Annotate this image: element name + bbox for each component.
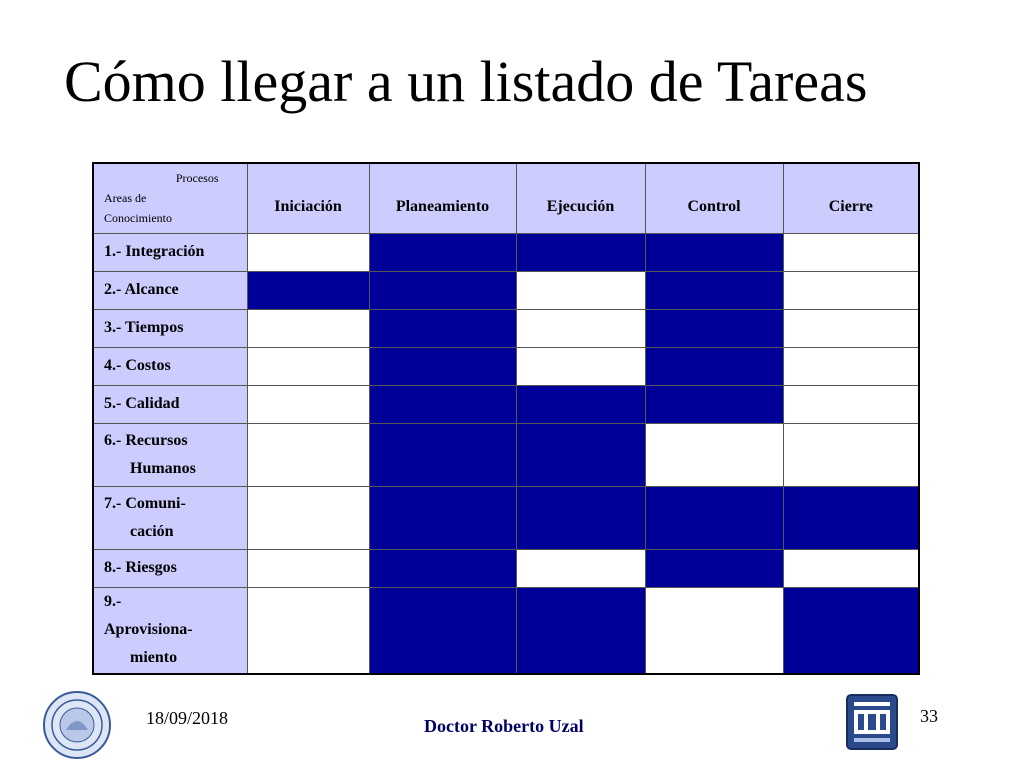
- area-label-line: 2.- Alcance: [104, 281, 179, 298]
- table-row: [93, 486, 919, 549]
- area-label-line: Humanos: [130, 459, 196, 477]
- area-label-line: miento: [130, 649, 178, 667]
- column-header-planeamiento: Planeamiento: [369, 163, 516, 233]
- matrix-cell-planeamiento-filled: [369, 423, 516, 486]
- header-row: [93, 163, 919, 233]
- area-label-line: 1.- Integración: [104, 243, 205, 260]
- area-label-line: 4.- Costos: [104, 357, 171, 374]
- area-label-cell: [93, 486, 247, 549]
- matrix-cell-ejecucion-filled: [516, 423, 645, 486]
- matrix-cell-cierre-empty: [783, 271, 919, 309]
- matrix-cell-control-empty: [645, 423, 783, 486]
- matrix-cell-cierre-empty: [783, 347, 919, 385]
- table-row: [93, 385, 919, 423]
- matrix-cell-cierre-empty: [783, 385, 919, 423]
- matrix-cell-planeamiento-filled: [369, 385, 516, 423]
- matrix-cell-planeamiento-filled: [369, 271, 516, 309]
- matrix-cell-planeamiento-filled: [369, 486, 516, 549]
- table-row: [93, 549, 919, 587]
- matrix-cell-ejecucion-filled: [516, 486, 645, 549]
- matrix-cell-iniciacion-empty: [247, 347, 369, 385]
- matrix-cell-iniciacion-empty: [247, 587, 369, 674]
- matrix-cell-planeamiento-filled: [369, 549, 516, 587]
- area-label-cell: [93, 233, 247, 271]
- area-label-cell: [93, 587, 247, 674]
- matrix-cell-control-filled: [645, 385, 783, 423]
- footer-author: Doctor Roberto Uzal: [424, 716, 584, 736]
- area-label-line: 6.- Recursos: [104, 431, 188, 449]
- column-header-iniciacion: Iniciación: [247, 163, 369, 233]
- column-header-cierre: Cierre: [783, 163, 919, 233]
- column-header-ejecucion: Ejecución: [516, 163, 645, 233]
- matrix-cell-ejecucion-empty: [516, 271, 645, 309]
- area-label-cell: [93, 549, 247, 587]
- matrix-cell-planeamiento-filled: [369, 233, 516, 271]
- corner-areas-label: Areas de: [104, 191, 147, 206]
- matrix-cell-control-filled: [645, 271, 783, 309]
- matrix-cell-planeamiento-filled: [369, 347, 516, 385]
- area-label-line: 3.- Tiempos: [104, 319, 184, 336]
- table-row: [93, 423, 919, 486]
- matrix-cell-ejecucion-empty: [516, 309, 645, 347]
- matrix-cell-cierre-empty: [783, 549, 919, 587]
- area-label-line: 5.- Calidad: [104, 395, 180, 412]
- university-seal-icon: [42, 690, 112, 760]
- area-label-line: Aprovisiona-: [104, 621, 193, 639]
- matrix-cell-iniciacion-empty: [247, 549, 369, 587]
- corner-procesos-label: Procesos: [175, 171, 219, 186]
- area-label-cell: [93, 309, 247, 347]
- area-label-line: cación: [130, 522, 174, 540]
- matrix-cell-iniciacion-empty: [247, 423, 369, 486]
- area-label-cell: [93, 347, 247, 385]
- area-label-cell: [93, 385, 247, 423]
- matrix-cell-cierre-empty: [783, 233, 919, 271]
- process-area-matrix: [92, 162, 920, 675]
- matrix-cell-cierre-empty: [783, 423, 919, 486]
- matrix-cell-control-filled: [645, 549, 783, 587]
- matrix-cell-iniciacion-empty: [247, 385, 369, 423]
- matrix-cell-control-filled: [645, 309, 783, 347]
- area-label-line: 7.- Comuni-: [104, 494, 186, 512]
- fce-logo-icon: [846, 694, 898, 750]
- matrix-cell-ejecucion-filled: [516, 233, 645, 271]
- table-row: [93, 271, 919, 309]
- area-label-cell: [93, 271, 247, 309]
- matrix-cell-cierre-filled: [783, 587, 919, 674]
- corner-conocimiento-label: Conocimiento: [104, 211, 172, 226]
- matrix-cell-ejecucion-filled: [516, 385, 645, 423]
- page-number: 33: [920, 706, 938, 726]
- matrix-cell-ejecucion-filled: [516, 587, 645, 674]
- matrix-cell-cierre-empty: [783, 309, 919, 347]
- area-label-line: 9.-: [104, 593, 122, 611]
- matrix-cell-control-filled: [645, 233, 783, 271]
- matrix-cell-iniciacion-empty: [247, 233, 369, 271]
- slide-title: Cómo llegar a un listado de Tareas: [64, 49, 868, 114]
- table-row: [93, 233, 919, 271]
- matrix-cell-ejecucion-empty: [516, 347, 645, 385]
- matrix-cell-ejecucion-empty: [516, 549, 645, 587]
- area-label-line: 8.- Riesgos: [104, 559, 177, 576]
- matrix-cell-cierre-filled: [783, 486, 919, 549]
- table-row: [93, 347, 919, 385]
- matrix-cell-planeamiento-filled: [369, 309, 516, 347]
- matrix-cell-iniciacion-empty: [247, 309, 369, 347]
- matrix-cell-control-filled: [645, 486, 783, 549]
- matrix-cell-iniciacion-empty: [247, 486, 369, 549]
- area-label-cell: [93, 423, 247, 486]
- matrix-cell-control-filled: [645, 347, 783, 385]
- corner-header-cell: [93, 163, 247, 233]
- table-row: [93, 587, 919, 674]
- matrix-cell-planeamiento-filled: [369, 587, 516, 674]
- table-row: [93, 309, 919, 347]
- matrix-cell-iniciacion-filled: [247, 271, 369, 309]
- matrix-cell-control-empty: [645, 587, 783, 674]
- footer-date: 18/09/2018: [146, 708, 229, 728]
- column-header-control: Control: [645, 163, 783, 233]
